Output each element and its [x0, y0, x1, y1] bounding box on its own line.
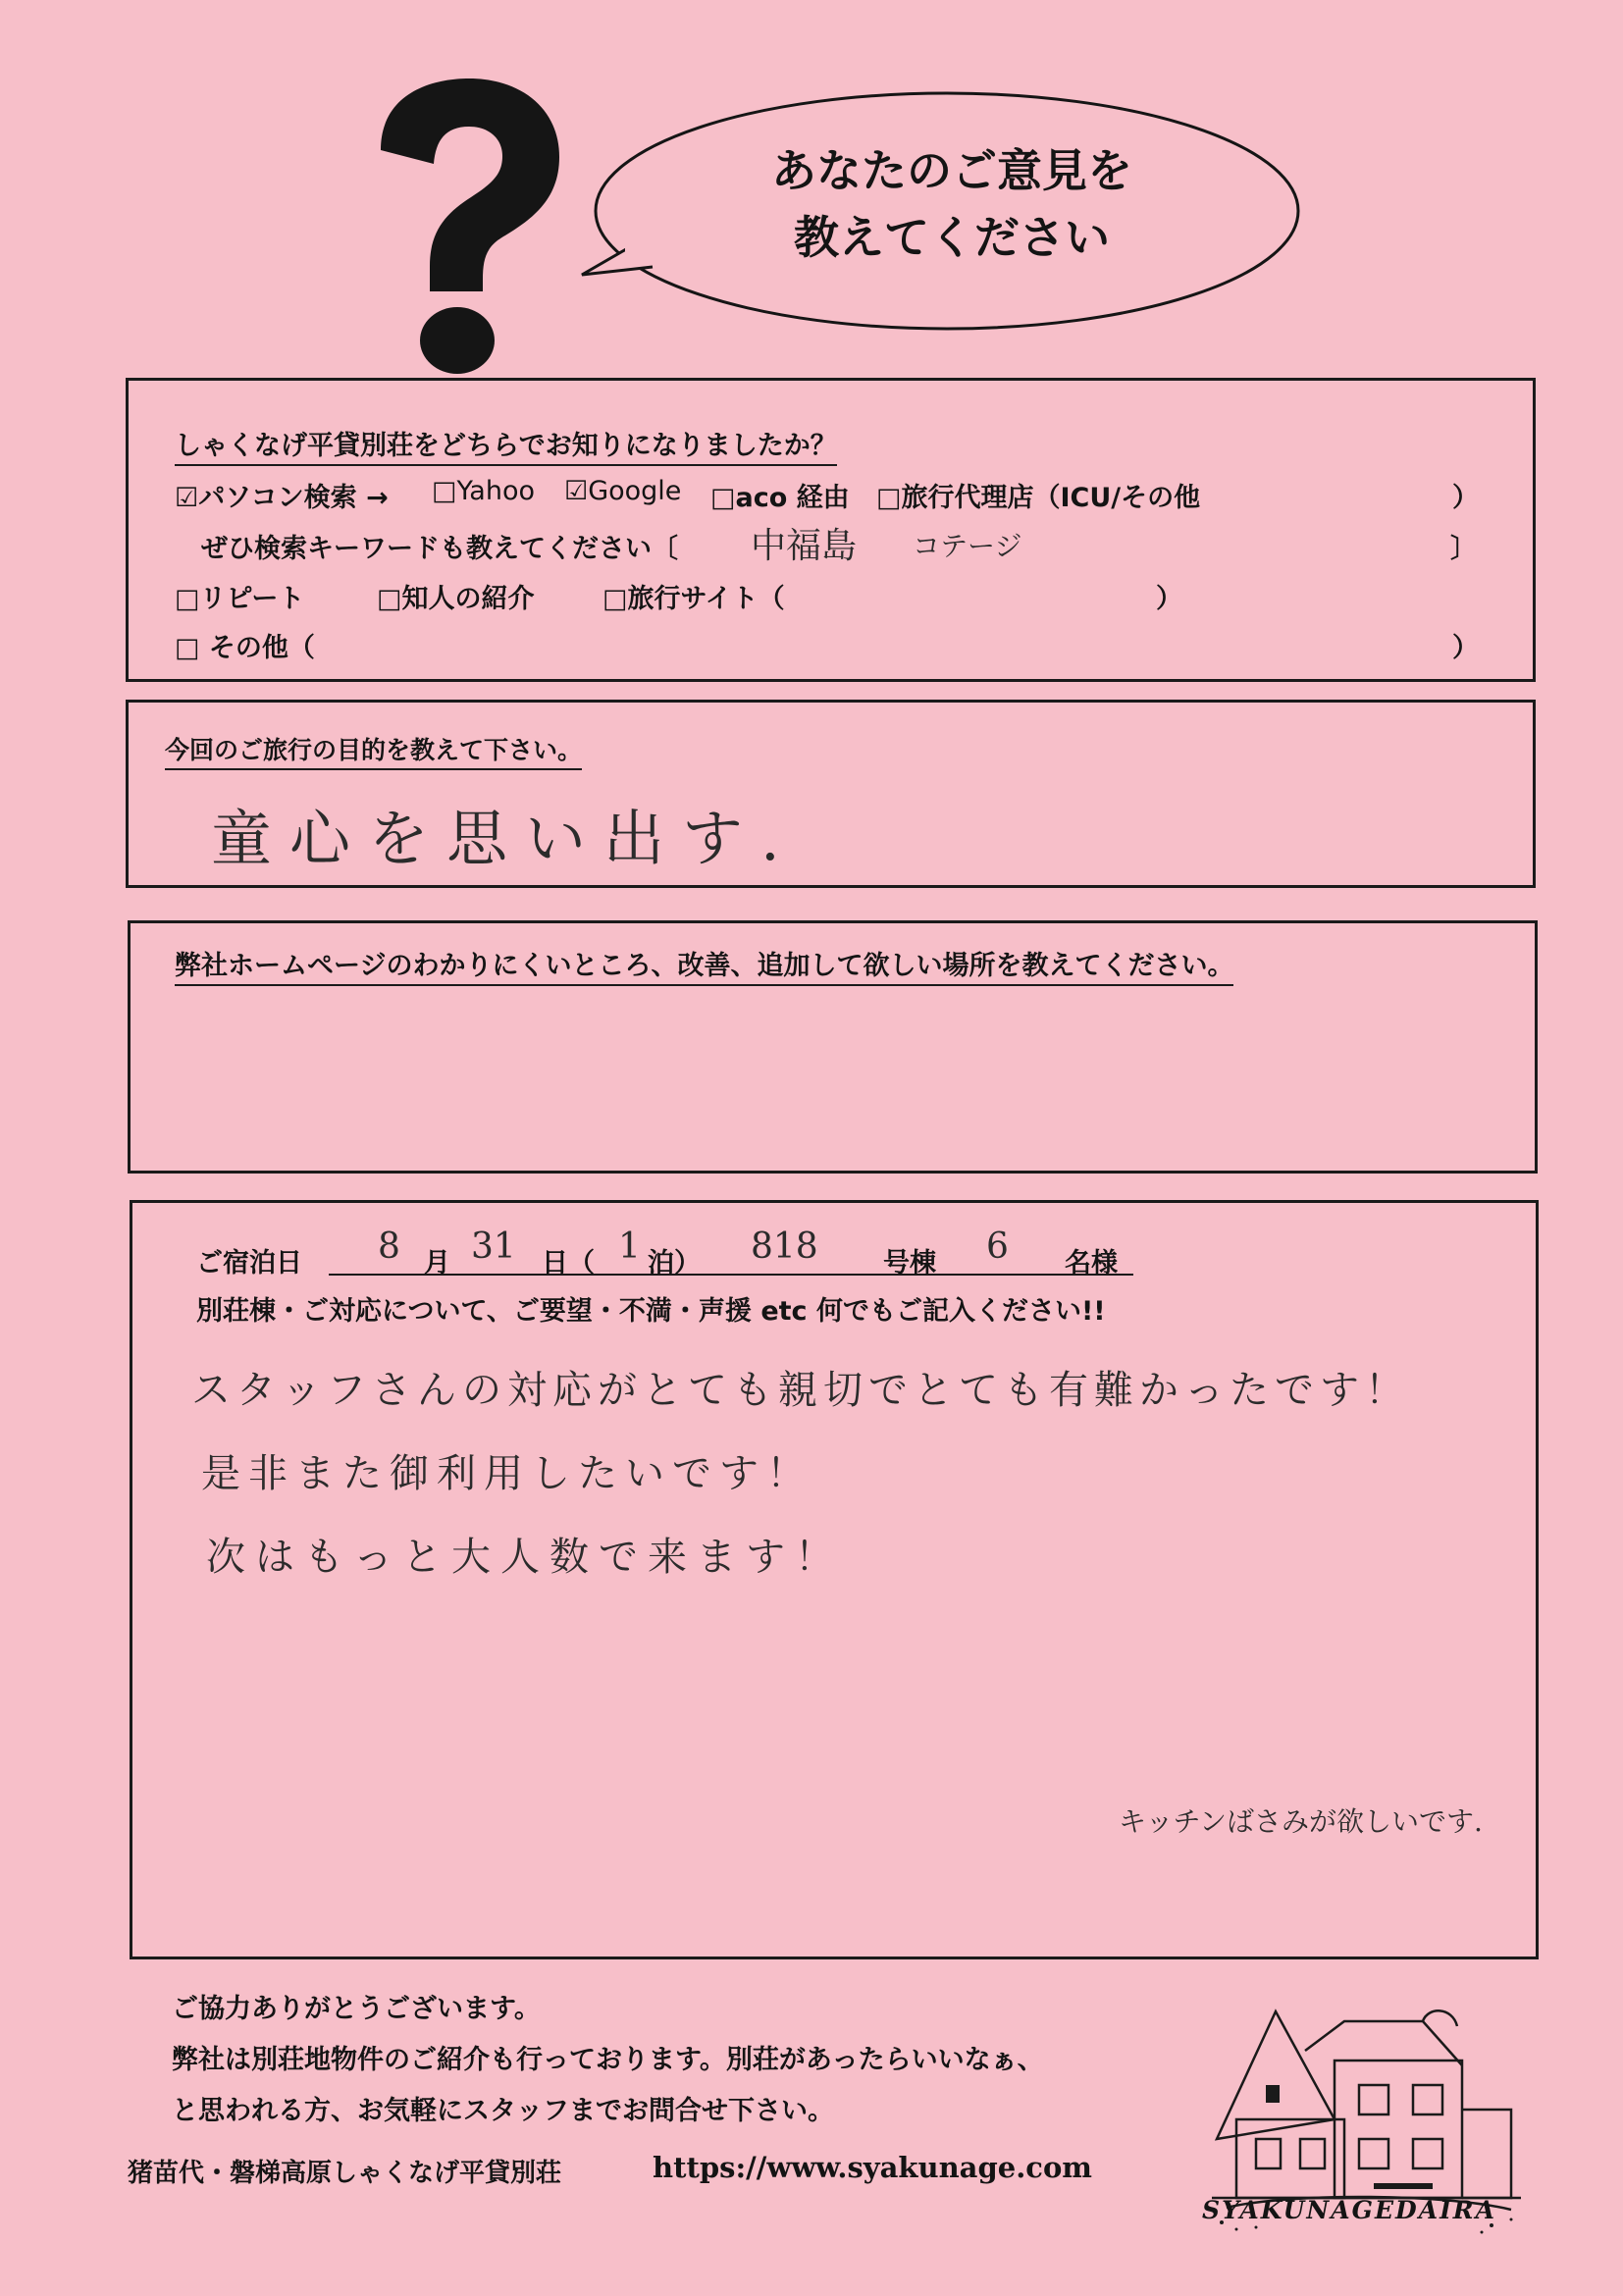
bubble-line-1: あなたのご意見を	[771, 144, 1132, 197]
q1-opt-aco: □aco 経由	[710, 483, 850, 513]
q1-keyword-answer-2: コテージ	[913, 530, 1022, 562]
q1-row3-close: ）	[1156, 584, 1182, 614]
q1-opt-agency: □旅行代理店（ICU/その他	[876, 483, 1201, 513]
q4-building-label: 号棟	[883, 1248, 936, 1278]
bubble-title	[677, 137, 1227, 271]
q1-row2-close: 〕	[1450, 534, 1477, 564]
q3-title: 弊社ホームページのわかりにくいところ、改善、追加して欲しい場所を教えてください。	[175, 944, 1233, 986]
q4-note: キッチンばさみが欲しいです.	[1119, 1805, 1483, 1838]
q4-month-value: 8	[378, 1226, 400, 1267]
q4-stay-label: ご宿泊日	[196, 1248, 302, 1278]
q4-nights-label: 泊）	[648, 1248, 701, 1278]
q4-month-label: 月	[424, 1248, 450, 1278]
q1-keyword-answer-1: 中福島	[751, 526, 858, 566]
q4-guests-value: 6	[986, 1226, 1009, 1267]
q4-nights-value: 1	[618, 1226, 641, 1267]
bubble-line-2: 教えてください	[794, 211, 1110, 264]
question-mark-icon	[363, 74, 569, 378]
q1-opt-pc: ☑パソコン検索 →	[175, 483, 389, 513]
footer-line-3: と思われる方、お気軽にスタッフまでお問合せ下さい。	[172, 2096, 834, 2126]
q1-title: しゃくなげ平貸別荘をどちらでお知りになりましたか？	[175, 424, 837, 466]
q1-opt-other: □ その他（	[175, 633, 315, 663]
q4-comment-line-3: 次はもっと大人数で来ます！	[206, 1535, 844, 1580]
q4-comment-line-1: スタッフさんの対応がとても親切でとても有難かったです！	[191, 1368, 1410, 1413]
footer-company: 猪苗代・磐梯高原しゃくなげ平貸別荘	[128, 2159, 562, 2188]
q4-guests-label: 名様	[1065, 1248, 1118, 1278]
q1-row1-close: ）	[1452, 483, 1479, 513]
q4-day-label: 日（	[542, 1248, 595, 1278]
q2-answer: 童心を思い出す.	[211, 803, 798, 874]
q4-comment-line-2: 是非また御利用したいです！	[201, 1451, 813, 1496]
q1-opt-travel-site: □旅行サイト（	[602, 584, 785, 614]
q4-prompt: 別荘棟・ご対応について、ご要望・不満・声援 etc 何でもご記入ください!!	[196, 1296, 1106, 1327]
logo-text: SYAKUNAGEDAIRA	[1202, 2196, 1496, 2224]
q1-opt-google: ☑Google	[564, 476, 682, 506]
q1-keyword-label: ぜひ検索キーワードも教えてください〔	[201, 534, 678, 564]
q2-title: 今回のご旅行の目的を教えて下さい。	[165, 731, 582, 770]
q1-row4-close: ）	[1452, 633, 1479, 663]
q1-opt-yahoo: □Yahoo	[432, 476, 535, 506]
footer-line-1: ご協力ありがとうございます。	[172, 1994, 541, 2024]
house-drawing	[1212, 2010, 1521, 2210]
house-logo	[1197, 1992, 1541, 2267]
footer-url[interactable]: https://www.syakunage.com	[653, 2151, 1092, 2184]
q4-building-value: 818	[751, 1226, 818, 1267]
footer-line-2: 弊社は別荘地物件のご紹介も行っております。別荘があったらいいなぁ、	[172, 2045, 1044, 2075]
q1-opt-repeat: □リピート	[175, 584, 305, 614]
q1-opt-referral: □知人の紹介	[377, 584, 535, 614]
q4-day-value: 31	[471, 1226, 516, 1267]
